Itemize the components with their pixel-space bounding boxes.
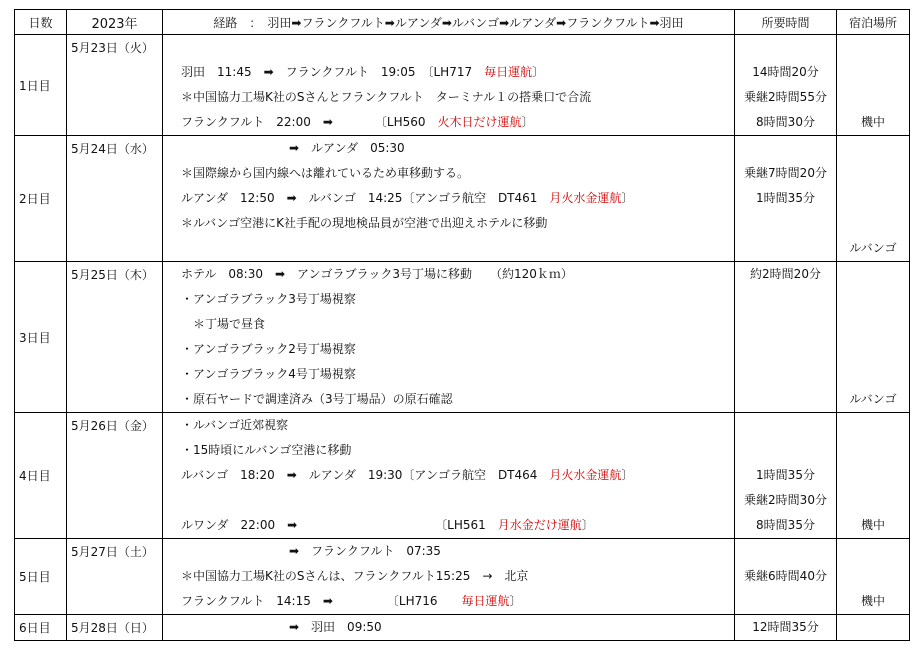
route-line (181, 413, 734, 438)
duration-line (735, 589, 836, 614)
route-text-close: 〕 (532, 65, 545, 79)
route-line (181, 539, 734, 564)
duration-line: 乗継6時間40分 (744, 569, 827, 583)
duration-line: 乗継2時間55分 (744, 90, 827, 104)
header-row (15, 10, 910, 35)
route-text: ホテル 08:30 ➡ アンゴラブラック3号丁場に移動 （約120ｋｍ） (181, 267, 573, 281)
route-line (181, 488, 734, 513)
duration-cell (735, 136, 837, 262)
route-text: ・アンゴラブラック3号丁場視察 (181, 292, 356, 306)
route-text: ➡ フランクフルト 07:35 (181, 544, 441, 558)
day-cell: 4日目 (15, 413, 67, 539)
duration-cell (735, 413, 837, 539)
duration-line (735, 539, 836, 564)
duration-cell (735, 35, 837, 136)
route-text: ＊中国協力工場K社のSさんとフランクフルト ターミナル１の搭乗口で合流 (181, 90, 592, 104)
route-text: ➡ ルアンダ 05:30 (181, 141, 405, 155)
stay-line (837, 262, 909, 287)
duration-line: 1時間35分 (756, 468, 815, 482)
route-cell (163, 539, 735, 615)
date-cell: 5月27日（土） (67, 539, 163, 615)
stay-line (837, 35, 909, 60)
route-text-close: 〕 (509, 594, 522, 608)
stay-line: 機中 (860, 115, 885, 129)
route-line (181, 110, 734, 135)
day-cell: 3日目 (15, 262, 67, 413)
header-days: 日数 (15, 10, 67, 35)
date-cell: 5月26日（金） (67, 413, 163, 539)
stay-line (837, 136, 909, 161)
operation-days-text: 月火水金運航 (549, 191, 622, 205)
table-row (15, 413, 910, 539)
table-row (15, 262, 910, 413)
route-line (181, 387, 734, 412)
stay-cell (837, 262, 910, 413)
operation-days-text: 月火水金運航 (549, 468, 622, 482)
route-text: ・ルバンゴ近郊視察 (181, 418, 289, 432)
stay-line (837, 186, 909, 211)
route-cell (163, 413, 735, 539)
duration-line (735, 413, 836, 438)
operation-days-text: 毎日運航 (484, 65, 533, 79)
duration-line (735, 312, 836, 337)
duration-cell (735, 615, 837, 641)
route-line (181, 513, 734, 538)
route-text: ・アンゴラブラック4号丁場視察 (181, 367, 356, 381)
route-line (181, 35, 734, 60)
duration-line (735, 287, 836, 312)
stay-line (837, 438, 909, 463)
header-route: 経路 ： 羽田➡フランクフルト➡ルアンダ➡ルバンゴ➡ルアンダ➡フランクフルト➡羽田 (163, 10, 735, 35)
date-cell: 5月23日（火） (67, 35, 163, 136)
stay-line (837, 337, 909, 362)
stay-line (837, 362, 909, 387)
day-cell: 1日目 (15, 35, 67, 136)
stay-line (837, 211, 909, 236)
stay-cell (837, 539, 910, 615)
header-duration: 所要時間 (735, 10, 837, 35)
operation-days-text: 火木日だけ運航 (437, 115, 522, 129)
stay-line (837, 413, 909, 438)
itinerary-table (14, 9, 910, 641)
route-line (181, 262, 734, 287)
duration-line: 約2時間20分 (750, 267, 821, 281)
duration-line (735, 438, 836, 463)
duration-line: 8時間35分 (756, 518, 815, 532)
route-text: ルワンダ 22:00 ➡ 〔LH561 (181, 518, 498, 532)
date-cell: 5月25日（木） (67, 262, 163, 413)
route-cell (163, 136, 735, 262)
duration-line: 12時間35分 (752, 620, 819, 634)
stay-line (837, 564, 909, 589)
duration-line (735, 362, 836, 387)
duration-cell (735, 539, 837, 615)
route-line (181, 161, 734, 186)
route-text-close: 〕 (521, 115, 534, 129)
stay-cell (837, 35, 910, 136)
route-line (181, 211, 734, 236)
stay-line (837, 463, 909, 488)
duration-line: 乗継7時間20分 (744, 166, 827, 180)
stay-cell (837, 413, 910, 539)
route-line (181, 236, 734, 261)
route-text: ＊ルバンゴ空港にK社手配の現地検品員が空港で出迎えホテルに移動 (181, 216, 548, 230)
duration-line (735, 236, 836, 261)
table-row (15, 615, 910, 641)
day-cell: 5日目 (15, 539, 67, 615)
route-cell (163, 615, 735, 641)
table-row (15, 136, 910, 262)
route-text: フランクフルト 22:00 ➡ 〔LH560 (181, 115, 438, 129)
stay-cell (837, 615, 910, 641)
route-text: ・15時頃にルバンゴ空港に移動 (181, 443, 352, 457)
table-row (15, 35, 910, 136)
route-text-close: 〕 (621, 191, 634, 205)
stay-line (837, 85, 909, 110)
route-text: ・原石ヤードで調達済み（3号丁場品）の原石確認 (181, 392, 453, 406)
stay-line (837, 539, 909, 564)
route-line (181, 463, 734, 488)
route-line (181, 312, 734, 337)
route-line (181, 287, 734, 312)
stay-line (837, 312, 909, 337)
date-cell: 5月28日（日） (67, 615, 163, 641)
route-text-close: 〕 (621, 468, 634, 482)
duration-line (735, 337, 836, 362)
route-text: ・アンゴラブラック2号丁場視察 (181, 342, 356, 356)
day-cell: 2日目 (15, 136, 67, 262)
duration-line: 1時間35分 (756, 191, 815, 205)
duration-cell (735, 262, 837, 413)
route-line (181, 589, 734, 614)
route-line (181, 186, 734, 211)
route-text: ➡ 羽田 09:50 (181, 620, 382, 634)
table-row (15, 539, 910, 615)
route-text: 羽田 11:45 ➡ フランクフルト 19:05 〔LH717 (181, 65, 485, 79)
duration-line (735, 136, 836, 161)
route-cell (163, 35, 735, 136)
stay-line: 機中 (860, 594, 885, 608)
stay-line (837, 287, 909, 312)
route-text: ＊国際線から国内線へは離れているため車移動する。 (181, 166, 470, 180)
route-line (181, 337, 734, 362)
route-cell (163, 262, 735, 413)
route-text: ルバンゴ 18:20 ➡ ルアンダ 19:30〔アンゴラ航空 DT464 (181, 468, 550, 482)
header-year: 2023年 (67, 10, 163, 35)
operation-days-text: 月水金だけ運航 (497, 518, 582, 532)
route-line (181, 85, 734, 110)
day-cell: 6日目 (15, 615, 67, 641)
route-text: ルアンダ 12:50 ➡ ルバンゴ 14:25〔アンゴラ航空 DT461 (181, 191, 550, 205)
route-text: フランクフルト 14:15 ➡ 〔LH716 (181, 594, 462, 608)
stay-line: ルバンゴ (849, 392, 897, 406)
route-line (181, 615, 734, 640)
duration-line (735, 211, 836, 236)
route-text-close: 〕 (581, 518, 594, 532)
stay-line (837, 60, 909, 85)
stay-line (837, 615, 909, 640)
route-text: ＊中国協力工場K社のSさんは、フランクフルト15:25 → 北京 (181, 569, 529, 583)
duration-line: 乗継2時間30分 (744, 493, 827, 507)
stay-cell (837, 136, 910, 262)
duration-line (735, 387, 836, 412)
route-line (181, 362, 734, 387)
stay-line: ルバンゴ (849, 241, 897, 255)
header-stay: 宿泊場所 (837, 10, 910, 35)
route-line (181, 438, 734, 463)
duration-line: 14時間20分 (752, 65, 819, 79)
route-line (181, 136, 734, 161)
route-text: ＊丁場で昼食 (181, 317, 266, 331)
duration-line (735, 35, 836, 60)
stay-line: 機中 (860, 518, 885, 532)
stay-line (837, 161, 909, 186)
route-line (181, 564, 734, 589)
duration-line: 8時間30分 (756, 115, 815, 129)
operation-days-text: 毎日運航 (461, 594, 510, 608)
route-line (181, 60, 734, 85)
date-cell: 5月24日（水） (67, 136, 163, 262)
stay-line (837, 488, 909, 513)
